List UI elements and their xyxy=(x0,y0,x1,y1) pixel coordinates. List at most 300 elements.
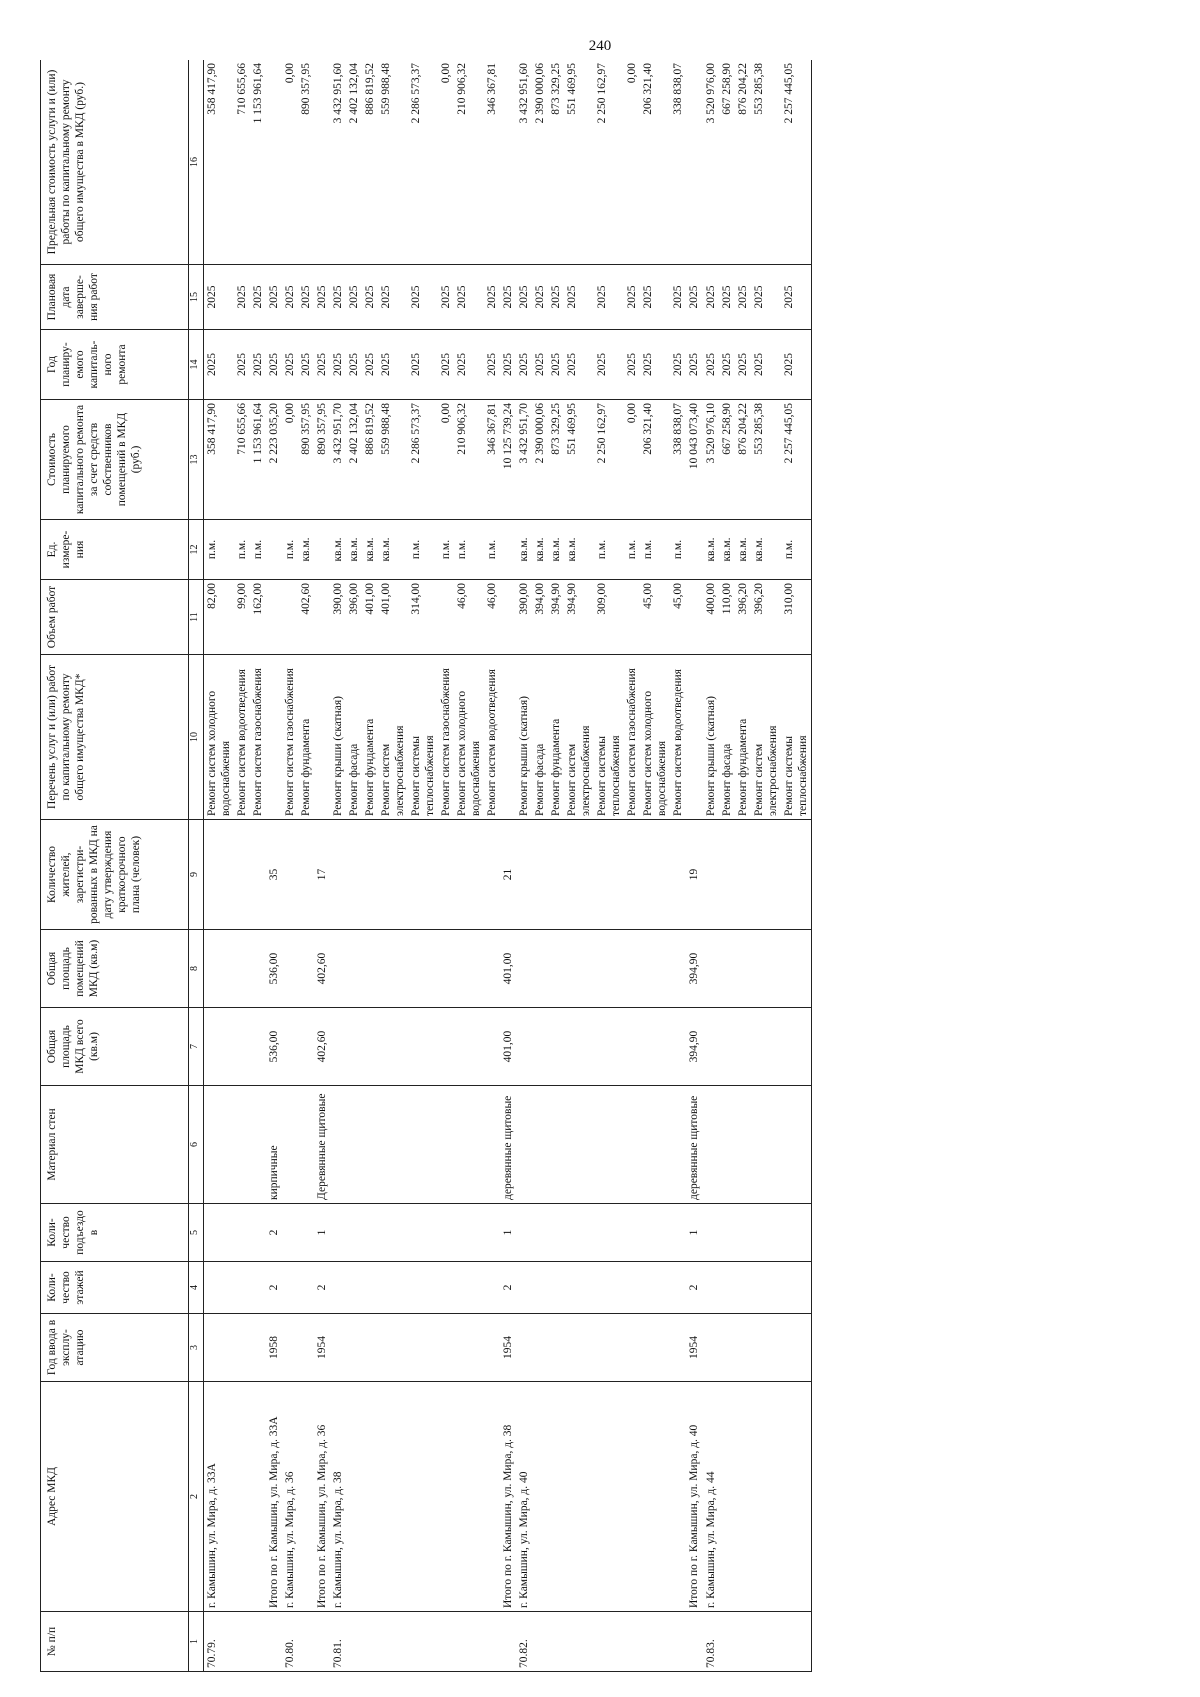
repair-year-cell: 2025 xyxy=(298,330,314,400)
completion-cell: 2025 xyxy=(564,265,594,330)
cost-cell: 2 286 573,37 xyxy=(408,400,438,520)
completion-cell: 2025 xyxy=(670,265,686,330)
column-number: 6 xyxy=(189,1086,204,1204)
unit-cell: п.м. xyxy=(454,520,484,580)
premises-area-cell: 402,60 xyxy=(314,930,330,1008)
volume-cell: 45,00 xyxy=(670,580,686,655)
premises-area-cell xyxy=(204,930,235,1008)
residents-cell xyxy=(751,820,781,930)
column-number: 9 xyxy=(189,820,204,930)
volume-cell xyxy=(314,580,330,655)
entrances-cell xyxy=(516,1204,532,1262)
premises-area-cell xyxy=(735,930,751,1008)
wall-material-cell: Деревянные щитовые xyxy=(314,1086,330,1204)
unit-cell xyxy=(686,520,702,580)
completion-cell: 2025 xyxy=(234,265,250,330)
wall-material-cell: деревянные щитовые xyxy=(500,1086,516,1204)
repair-year-cell: 2025 xyxy=(408,330,438,400)
completion-cell: 2025 xyxy=(362,265,378,330)
unit-cell: кв.м. xyxy=(703,520,719,580)
work-type-cell xyxy=(266,655,282,820)
entrances-cell xyxy=(484,1204,500,1262)
row-number: 70.80. xyxy=(282,1612,298,1672)
residents-cell xyxy=(719,820,735,930)
capital-repair-table xyxy=(40,60,812,1672)
max-cost-cell: 876 204,22 xyxy=(735,60,751,265)
work-type-cell: Ремонт системы теплоснабжения xyxy=(408,655,438,820)
work-type-cell: Ремонт систем холодного водоснабжения xyxy=(454,655,484,820)
address-cell xyxy=(719,1382,735,1612)
row-number xyxy=(670,1612,686,1672)
row-number xyxy=(454,1612,484,1672)
col-header-address: Адрес МКД xyxy=(41,1382,189,1612)
max-cost-cell xyxy=(266,60,282,265)
max-cost-cell: 346 367,81 xyxy=(484,60,500,265)
address-cell xyxy=(548,1382,564,1612)
total-area-cell xyxy=(250,1008,266,1086)
floors-cell xyxy=(282,1262,298,1314)
residents-cell xyxy=(735,820,751,930)
completion-cell: 2025 xyxy=(751,265,781,330)
column-number: 4 xyxy=(189,1262,204,1314)
row-number xyxy=(751,1612,781,1672)
volume-cell: 396,00 xyxy=(346,580,362,655)
residents-cell xyxy=(624,820,640,930)
residents-cell xyxy=(781,820,812,930)
premises-area-cell xyxy=(250,930,266,1008)
table-row xyxy=(234,60,250,1672)
table-row xyxy=(438,60,454,1672)
year-cell xyxy=(204,1314,235,1382)
cost-cell: 2 250 162,97 xyxy=(594,400,624,520)
col-header-volume: Объем работ xyxy=(41,580,189,655)
completion-cell: 2025 xyxy=(624,265,640,330)
premises-area-cell xyxy=(751,930,781,1008)
wall-material-cell xyxy=(532,1086,548,1204)
floors-cell xyxy=(250,1262,266,1314)
completion-cell: 2025 xyxy=(719,265,735,330)
year-cell xyxy=(624,1314,640,1382)
year-cell xyxy=(438,1314,454,1382)
address-cell: г. Камышин, ул. Мира, д. 36 xyxy=(282,1382,298,1612)
work-type-cell: Ремонт систем газоснабжения xyxy=(250,655,266,820)
cost-cell: 0,00 xyxy=(624,400,640,520)
year-cell xyxy=(640,1314,670,1382)
table-row xyxy=(346,60,362,1672)
residents-cell xyxy=(594,820,624,930)
total-area-cell xyxy=(298,1008,314,1086)
residents-cell: 17 xyxy=(314,820,330,930)
table-row xyxy=(408,60,438,1672)
unit-cell: кв.м. xyxy=(346,520,362,580)
completion-cell: 2025 xyxy=(282,265,298,330)
residents-cell xyxy=(548,820,564,930)
table-body xyxy=(204,60,812,1672)
work-type-cell: Ремонт систем электроснабжения xyxy=(378,655,408,820)
row-number xyxy=(624,1612,640,1672)
cost-cell: 2 390 000,06 xyxy=(532,400,548,520)
row-number: 70.83. xyxy=(703,1612,719,1672)
table-row xyxy=(735,60,751,1672)
repair-year-cell: 2025 xyxy=(282,330,298,400)
entrances-cell xyxy=(781,1204,812,1262)
year-cell xyxy=(234,1314,250,1382)
volume-cell xyxy=(282,580,298,655)
column-number-row xyxy=(189,60,204,1672)
column-number: 1 xyxy=(189,1612,204,1672)
cost-cell: 2 402 132,04 xyxy=(346,400,362,520)
column-number: 14 xyxy=(189,330,204,400)
volume-cell: 314,00 xyxy=(408,580,438,655)
table-row xyxy=(670,60,686,1672)
volume-cell: 46,00 xyxy=(484,580,500,655)
work-type-cell xyxy=(686,655,702,820)
premises-area-cell xyxy=(438,930,454,1008)
max-cost-cell: 873 329,25 xyxy=(548,60,564,265)
max-cost-cell: 886 819,52 xyxy=(362,60,378,265)
repair-year-cell: 2025 xyxy=(703,330,719,400)
cost-cell: 890 357,95 xyxy=(314,400,330,520)
unit-cell: п.м. xyxy=(234,520,250,580)
entrances-cell: 2 xyxy=(266,1204,282,1262)
cost-cell: 0,00 xyxy=(438,400,454,520)
row-number xyxy=(500,1612,516,1672)
premises-area-cell xyxy=(640,930,670,1008)
premises-area-cell xyxy=(719,930,735,1008)
row-number xyxy=(548,1612,564,1672)
work-type-cell: Ремонт фундамента xyxy=(735,655,751,820)
volume-cell: 310,00 xyxy=(781,580,812,655)
residents-cell xyxy=(454,820,484,930)
repair-year-cell: 2025 xyxy=(594,330,624,400)
year-cell xyxy=(298,1314,314,1382)
year-cell xyxy=(781,1314,812,1382)
premises-area-cell xyxy=(282,930,298,1008)
unit-cell: кв.м. xyxy=(564,520,594,580)
row-number: 70.79. xyxy=(204,1612,235,1672)
table-row xyxy=(282,60,298,1672)
residents-cell xyxy=(282,820,298,930)
col-header-wall-material: Материал стен xyxy=(41,1086,189,1204)
row-number xyxy=(640,1612,670,1672)
address-cell xyxy=(362,1382,378,1612)
floors-cell xyxy=(640,1262,670,1314)
floors-cell xyxy=(234,1262,250,1314)
unit-cell xyxy=(500,520,516,580)
unit-cell: кв.м. xyxy=(735,520,751,580)
address-cell xyxy=(346,1382,362,1612)
row-number xyxy=(408,1612,438,1672)
wall-material-cell xyxy=(594,1086,624,1204)
volume-cell: 390,00 xyxy=(516,580,532,655)
residents-cell xyxy=(204,820,235,930)
max-cost-cell: 710 655,66 xyxy=(234,60,250,265)
residents-cell xyxy=(564,820,594,930)
table-row xyxy=(362,60,378,1672)
max-cost-cell: 210 906,32 xyxy=(454,60,484,265)
completion-cell: 2025 xyxy=(330,265,346,330)
repair-year-cell: 2025 xyxy=(346,330,362,400)
floors-cell xyxy=(484,1262,500,1314)
entrances-cell xyxy=(564,1204,594,1262)
floors-cell xyxy=(781,1262,812,1314)
row-number xyxy=(346,1612,362,1672)
wall-material-cell xyxy=(362,1086,378,1204)
address-cell xyxy=(735,1382,751,1612)
floors-cell xyxy=(670,1262,686,1314)
repair-year-cell: 2025 xyxy=(719,330,735,400)
repair-year-cell: 2025 xyxy=(500,330,516,400)
row-number xyxy=(234,1612,250,1672)
col-header-repair-year: Год планиру-емого капиталь-ного ремонта xyxy=(41,330,189,400)
repair-year-cell: 2025 xyxy=(548,330,564,400)
repair-year-cell: 2025 xyxy=(532,330,548,400)
premises-area-cell xyxy=(564,930,594,1008)
premises-area-cell xyxy=(346,930,362,1008)
total-area-cell xyxy=(719,1008,735,1086)
repair-year-cell: 2025 xyxy=(454,330,484,400)
volume-cell: 400,00 xyxy=(703,580,719,655)
volume-cell: 82,00 xyxy=(204,580,235,655)
residents-cell xyxy=(346,820,362,930)
year-cell: 1954 xyxy=(500,1314,516,1382)
entrances-cell xyxy=(532,1204,548,1262)
column-number: 15 xyxy=(189,265,204,330)
work-type-cell: Ремонт фасада xyxy=(719,655,735,820)
row-number xyxy=(298,1612,314,1672)
year-cell xyxy=(378,1314,408,1382)
residents-cell xyxy=(378,820,408,930)
unit-cell: п.м. xyxy=(408,520,438,580)
volume-cell xyxy=(266,580,282,655)
year-cell xyxy=(670,1314,686,1382)
repair-year-cell: 2025 xyxy=(781,330,812,400)
repair-year-cell: 2025 xyxy=(438,330,454,400)
address-cell xyxy=(532,1382,548,1612)
premises-area-cell xyxy=(378,930,408,1008)
column-number: 7 xyxy=(189,1008,204,1086)
address-cell xyxy=(298,1382,314,1612)
row-number xyxy=(378,1612,408,1672)
total-area-cell xyxy=(362,1008,378,1086)
cost-cell: 710 655,66 xyxy=(234,400,250,520)
repair-year-cell: 2025 xyxy=(564,330,594,400)
row-number xyxy=(484,1612,500,1672)
volume-cell: 390,00 xyxy=(330,580,346,655)
completion-cell: 2025 xyxy=(594,265,624,330)
total-area-cell xyxy=(346,1008,362,1086)
entrances-cell xyxy=(751,1204,781,1262)
completion-cell: 2025 xyxy=(781,265,812,330)
year-cell: 1958 xyxy=(266,1314,282,1382)
row-number xyxy=(719,1612,735,1672)
residents-cell: 21 xyxy=(500,820,516,930)
completion-cell: 2025 xyxy=(735,265,751,330)
volume-cell: 162,00 xyxy=(250,580,266,655)
repair-year-cell: 2025 xyxy=(751,330,781,400)
year-cell xyxy=(330,1314,346,1382)
work-type-cell: Ремонт крыши (скатная) xyxy=(330,655,346,820)
unit-cell: п.м. xyxy=(282,520,298,580)
volume-cell: 402,60 xyxy=(298,580,314,655)
floors-cell: 2 xyxy=(686,1262,702,1314)
completion-cell: 2025 xyxy=(532,265,548,330)
floors-cell xyxy=(564,1262,594,1314)
unit-cell: п.м. xyxy=(781,520,812,580)
table-row xyxy=(330,60,346,1672)
repair-year-cell: 2025 xyxy=(234,330,250,400)
row-number xyxy=(266,1612,282,1672)
unit-cell xyxy=(314,520,330,580)
cost-cell: 553 285,38 xyxy=(751,400,781,520)
max-cost-cell: 0,00 xyxy=(282,60,298,265)
volume-cell: 396,20 xyxy=(735,580,751,655)
entrances-cell xyxy=(408,1204,438,1262)
repair-year-cell: 2025 xyxy=(314,330,330,400)
total-area-cell xyxy=(378,1008,408,1086)
volume-cell: 394,90 xyxy=(548,580,564,655)
premises-area-cell xyxy=(624,930,640,1008)
residents-cell xyxy=(408,820,438,930)
floors-cell xyxy=(454,1262,484,1314)
floors-cell xyxy=(532,1262,548,1314)
total-area-cell xyxy=(282,1008,298,1086)
floors-cell xyxy=(346,1262,362,1314)
col-header-residents: Количество жителей, зарегистри-рованных в МКД на дату утверждения краткосрочного плана (человек) xyxy=(41,820,189,930)
premises-area-cell xyxy=(781,930,812,1008)
floors-cell xyxy=(751,1262,781,1314)
completion-cell: 2025 xyxy=(640,265,670,330)
floors-cell xyxy=(719,1262,735,1314)
address-cell xyxy=(438,1382,454,1612)
wall-material-cell xyxy=(624,1086,640,1204)
wall-material-cell xyxy=(250,1086,266,1204)
work-type-cell: Ремонт фасада xyxy=(532,655,548,820)
work-type-cell: Ремонт систем газоснабжения xyxy=(282,655,298,820)
max-cost-cell: 553 285,38 xyxy=(751,60,781,265)
unit-cell: п.м. xyxy=(250,520,266,580)
work-type-cell: Ремонт систем электроснабжения xyxy=(564,655,594,820)
col-header-cost: Стоимость планируемого капитального ремонта за счет средств собственников помещений в МКД (руб.) xyxy=(41,400,189,520)
header-row xyxy=(41,60,189,1672)
premises-area-cell xyxy=(484,930,500,1008)
table-total-row xyxy=(314,60,330,1672)
table-row xyxy=(640,60,670,1672)
floors-cell xyxy=(204,1262,235,1314)
volume-cell: 46,00 xyxy=(454,580,484,655)
year-cell xyxy=(532,1314,548,1382)
volume-cell: 99,00 xyxy=(234,580,250,655)
entrances-cell xyxy=(594,1204,624,1262)
repair-year-cell: 2025 xyxy=(484,330,500,400)
max-cost-cell: 890 357,95 xyxy=(298,60,314,265)
year-cell xyxy=(516,1314,532,1382)
address-cell xyxy=(408,1382,438,1612)
table-row xyxy=(378,60,408,1672)
unit-cell: п.м. xyxy=(640,520,670,580)
unit-cell: кв.м. xyxy=(751,520,781,580)
floors-cell xyxy=(735,1262,751,1314)
completion-cell: 2025 xyxy=(378,265,408,330)
work-type-cell: Ремонт систем водоотведения xyxy=(234,655,250,820)
unit-cell: кв.м. xyxy=(378,520,408,580)
total-area-cell xyxy=(670,1008,686,1086)
premises-area-cell xyxy=(594,930,624,1008)
completion-cell: 2025 xyxy=(204,265,235,330)
wall-material-cell xyxy=(454,1086,484,1204)
premises-area-cell xyxy=(330,930,346,1008)
repair-year-cell: 2025 xyxy=(624,330,640,400)
premises-area-cell: 536,00 xyxy=(266,930,282,1008)
max-cost-cell: 551 469,95 xyxy=(564,60,594,265)
volume-cell: 401,00 xyxy=(362,580,378,655)
max-cost-cell: 667 258,90 xyxy=(719,60,735,265)
table-total-row xyxy=(266,60,282,1672)
volume-cell xyxy=(686,580,702,655)
unit-cell: п.м. xyxy=(438,520,454,580)
year-cell xyxy=(250,1314,266,1382)
total-area-cell xyxy=(532,1008,548,1086)
premises-area-cell xyxy=(298,930,314,1008)
total-area-cell xyxy=(454,1008,484,1086)
residents-cell xyxy=(362,820,378,930)
floors-cell xyxy=(516,1262,532,1314)
total-area-cell xyxy=(703,1008,719,1086)
residents-cell xyxy=(330,820,346,930)
wall-material-cell xyxy=(234,1086,250,1204)
work-type-cell xyxy=(500,655,516,820)
completion-cell: 2025 xyxy=(408,265,438,330)
floors-cell xyxy=(378,1262,408,1314)
premises-area-cell xyxy=(703,930,719,1008)
row-number: 70.82. xyxy=(516,1612,532,1672)
table-row xyxy=(564,60,594,1672)
wall-material-cell xyxy=(330,1086,346,1204)
wall-material-cell xyxy=(640,1086,670,1204)
row-number xyxy=(686,1612,702,1672)
wall-material-cell xyxy=(516,1086,532,1204)
premises-area-cell xyxy=(532,930,548,1008)
residents-cell xyxy=(298,820,314,930)
year-cell xyxy=(454,1314,484,1382)
wall-material-cell xyxy=(204,1086,235,1204)
residents-cell xyxy=(670,820,686,930)
total-area-cell xyxy=(640,1008,670,1086)
total-area-cell xyxy=(516,1008,532,1086)
table-row xyxy=(719,60,735,1672)
total-area-cell xyxy=(484,1008,500,1086)
wall-material-cell xyxy=(751,1086,781,1204)
year-cell xyxy=(408,1314,438,1382)
work-type-cell: Ремонт фундамента xyxy=(298,655,314,820)
col-header-unit: Ед. измере-ния xyxy=(41,520,189,580)
year-cell xyxy=(484,1314,500,1382)
total-area-cell xyxy=(204,1008,235,1086)
entrances-cell xyxy=(362,1204,378,1262)
table-row xyxy=(594,60,624,1672)
address-cell xyxy=(378,1382,408,1612)
entrances-cell xyxy=(438,1204,454,1262)
col-header-max-cost: Предельная стоимость услуги и (или) работы по капитальному ремонту общего имущества в МКД (руб.) xyxy=(41,60,189,265)
year-cell xyxy=(548,1314,564,1382)
max-cost-cell: 2 257 445,05 xyxy=(781,60,812,265)
premises-area-cell xyxy=(362,930,378,1008)
floors-cell: 2 xyxy=(314,1262,330,1314)
table-row xyxy=(516,60,532,1672)
premises-area-cell xyxy=(454,930,484,1008)
entrances-cell: 1 xyxy=(314,1204,330,1262)
col-header-num: № п/п xyxy=(41,1612,189,1672)
